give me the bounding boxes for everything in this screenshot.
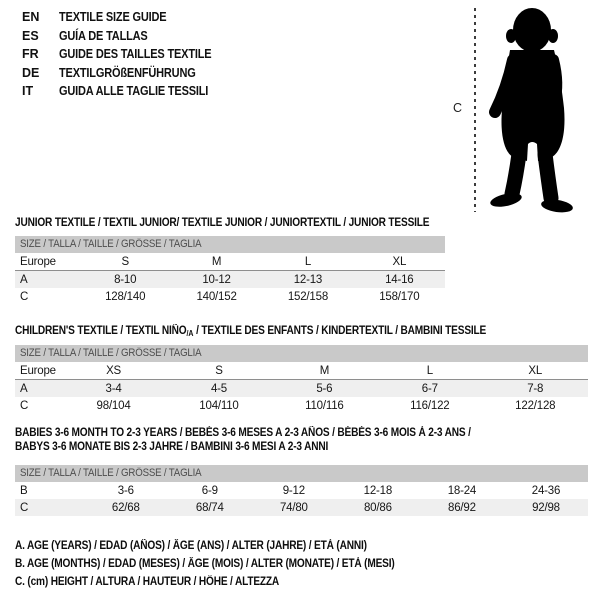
age-cell: 4-5 (166, 380, 271, 398)
table-row (15, 288, 445, 305)
junior-section-title: JUNIOR TEXTILE / TEXTIL JUNIOR/ TEXTILE JUNIOR / JUNIORTEXTIL / JUNIOR TESSILE (15, 217, 430, 229)
age-cell: 12-13 (262, 271, 353, 289)
size-cell: XL (354, 253, 445, 271)
language-row (22, 82, 232, 101)
row-label: Europe (15, 362, 61, 380)
height-cell: 68/74 (168, 499, 252, 516)
figure-height-measure (440, 0, 600, 225)
language-list (22, 8, 232, 101)
age-cell: 18-24 (447, 484, 477, 497)
age-cell: 6-9 (201, 484, 218, 497)
language-row (22, 27, 232, 46)
table-row (15, 271, 445, 289)
table-row (15, 253, 445, 271)
junior-table (15, 253, 445, 305)
age-cell: 3-4 (61, 380, 166, 398)
babies-section-title: BABIES 3-6 MONTH TO 2-3 YEARS / BEBÉS 3-6 MESES A 2-3 AÑOS / BÉBÉS 3-6 MOIS À 2-3 ANS / BABYS 3-6 MONATE BIS 2-3 JAHRE / BAMBINI 3-6 MESI A 2-3 ANNI (15, 427, 471, 453)
babies-size-table (15, 465, 588, 516)
size-cell: S (80, 253, 171, 271)
age-cell: 10-12 (171, 271, 262, 289)
table-row (15, 380, 588, 398)
age-cell: 24-36 (531, 484, 561, 497)
children-section-title: CHILDREN'S TEXTILE / TEXTIL NIÑO/A / TEXTILE DES ENFANTS / KINDERTEXTIL / BAMBINI TESSILE (15, 325, 487, 338)
table-row (15, 482, 588, 499)
size-cell: XS (61, 362, 166, 380)
height-cell: 86/92 (420, 499, 504, 516)
age-cell: 6-7 (377, 380, 482, 398)
size-table-header-bar: SIZE / TALLA / TAILLE / GRÖSSE / TAGLIA (15, 345, 588, 362)
language-title: GUÍA DE TALLAS (59, 28, 148, 43)
height-cell: 74/80 (252, 499, 336, 516)
language-code: EN (22, 10, 40, 25)
age-cell: 8-10 (80, 271, 171, 289)
babies-table (15, 482, 588, 516)
height-cell: 104/110 (199, 399, 239, 412)
language-title: GUIDE DES TAILLES TEXTILE (59, 47, 212, 62)
age-cell: 7-8 (483, 380, 588, 398)
size-cell: M (171, 253, 262, 271)
row-label: B (20, 484, 28, 497)
toddler-silhouette-icon (480, 4, 590, 216)
legend-line-a: A. AGE (YEARS) / EDAD (AÑOS) / ÂGE (ANS) / ALTER (JAHRE) / ETÀ (ANNI) (15, 540, 367, 552)
size-table-header-bar: SIZE / TALLA / TAILLE / GRÖSSE / TAGLIA (15, 465, 588, 482)
height-cell: 122/128 (515, 399, 556, 412)
age-cell: 9-12 (282, 484, 305, 497)
height-cell: 158/170 (379, 290, 420, 303)
height-cell: 128/140 (105, 290, 146, 303)
size-cell: L (377, 362, 482, 380)
measure-legend (15, 540, 446, 594)
language-code: FR (22, 47, 39, 62)
measure-label-c: C (453, 101, 463, 115)
height-cell: 116/122 (410, 399, 450, 412)
size-cell: XL (483, 362, 588, 380)
size-table-header-bar: SIZE / TALLA / TAILLE / GRÖSSE / TAGLIA (15, 236, 445, 253)
language-title: TEXTILGRÖßENFÜHRUNG (59, 65, 196, 80)
row-label: C (20, 399, 29, 412)
language-row (22, 45, 232, 64)
language-code: ES (22, 28, 39, 43)
row-label: C (15, 499, 84, 516)
language-title: GUIDA ALLE TAGLIE TESSILI (59, 84, 209, 99)
age-cell: 3-6 (117, 484, 134, 497)
age-cell: 5-6 (272, 380, 377, 398)
children-size-table (15, 345, 588, 414)
language-row (22, 64, 232, 83)
legend-line-c: C. (cm) HEIGHT / ALTURA / HAUTEUR / HÖHE / ALTEZZA (15, 576, 280, 588)
table-row (15, 362, 588, 380)
junior-size-table (15, 236, 445, 305)
children-table (15, 362, 588, 414)
legend-line-b: B. AGE (MONTHS) / EDAD (MESES) / ÂGE (MOIS) / ALTER (MONATE) / ETÀ (MESI) (15, 558, 395, 570)
language-code: IT (22, 84, 34, 99)
table-row (15, 499, 588, 516)
height-cell: 80/86 (336, 499, 420, 516)
language-title: TEXTILE SIZE GUIDE (59, 10, 167, 25)
size-cell: M (272, 362, 377, 380)
height-cell: 152/158 (287, 290, 329, 303)
size-cell: L (262, 253, 353, 271)
height-cell: 110/116 (305, 399, 344, 412)
nino-a-subscript: /A (186, 329, 194, 338)
height-cell: 92/98 (504, 499, 588, 516)
row-label: A (15, 271, 80, 289)
language-code: DE (22, 65, 40, 80)
row-label: A (15, 380, 61, 398)
age-cell: 14-16 (354, 271, 445, 289)
table-row (15, 397, 588, 414)
age-cell: 12-18 (363, 484, 393, 497)
row-label: Europe (15, 253, 80, 271)
height-cell: 140/152 (196, 290, 237, 303)
height-cell: 62/68 (84, 499, 168, 516)
row-label: C (20, 290, 29, 303)
language-row (22, 8, 232, 27)
height-cell: 98/104 (96, 399, 131, 412)
height-measure-dotted-line (474, 8, 476, 212)
size-cell: S (166, 362, 271, 380)
